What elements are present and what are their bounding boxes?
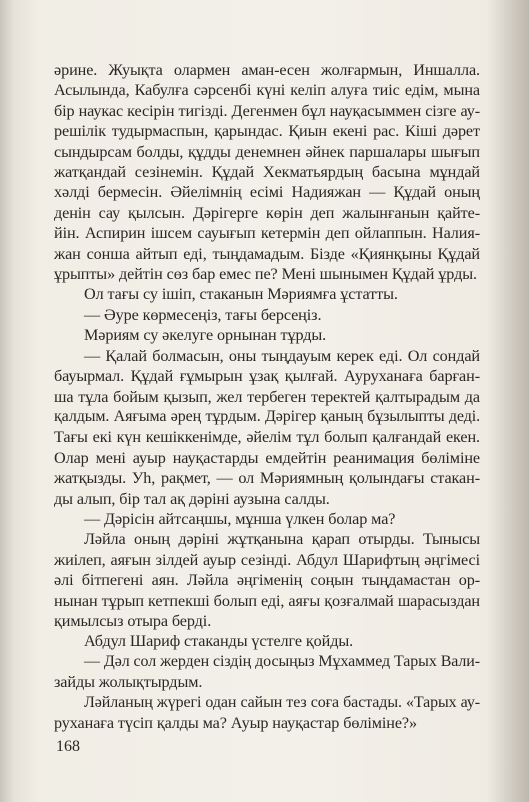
- text-line: қимылсыз отыра берді.: [54, 611, 212, 630]
- text-line: денін сау қылсын. Дәрігерге көрін деп жалынғанын қайте-: [54, 203, 480, 222]
- text-line: жатқызды. Уһ, рақмет, — ол Мәриямның қолындағы стакан-: [54, 469, 480, 488]
- text-line: Ләйланың жүрегі одан сайын тез соға бастады. «Тарых ау-: [84, 693, 480, 711]
- text-line: жан сонша айтып еді, тыңдамадым. Бізде «Қиянқыны Құдай: [54, 244, 480, 263]
- text-line: ұрыпты» дейтін сөз бар емес пе? Мені шынымен Құдай ұрды.: [54, 265, 477, 284]
- text-line: Ләйла оның дәріні жұтқанына қарап отырды. Тынысы: [84, 530, 480, 549]
- text-line: сындырсам болды, құдды денемнен әйнек паршалары шығып: [54, 142, 480, 161]
- page-number: 168: [56, 738, 80, 755]
- text-line: руханаға түсіп қалды ма? Ауыр науқастар бөліміне?»: [54, 714, 418, 732]
- text-line: Олар мені ауыр науқастарды емдейтін реанимация бөліміне: [54, 448, 480, 467]
- text-line: бауырмал. Құдай ғұмырын ұзақ қылғай. Ауруханаға барған-: [54, 367, 480, 386]
- text-line: ша тұла бойым қызып, жел тербеген теректей қалтырадым да: [54, 387, 480, 406]
- text-line: решілік тудырмаспын, қарындас. Қиын екені рас. Кіші дәрет: [54, 122, 480, 141]
- text-line: — Дәл сол жерден сіздің досыңыз Мұхаммед Тарых Вали-: [84, 652, 480, 670]
- text-line: ды алып, бір тал ақ дәріні аузына салды.: [54, 489, 330, 508]
- text-line: — Қалай болмасын, оны тыңдауым керек еді. Ол сондай: [84, 346, 480, 365]
- text-line: әрине. Жуықта олармен аман-есен жолғармын, Иншалла.: [54, 61, 480, 79]
- text-line: нынан тұрып кетпекші болып еді, аяғы қозғалмай шарасыздан: [54, 591, 480, 610]
- text-line: Мәриям су әкелуге орнынан тұрды.: [84, 326, 327, 345]
- text-line: Асылында, Кабулға сәрсенбі күні келіп алуға тиіс едім, мына: [54, 81, 480, 100]
- text-line: Ол тағы су ішіп, стаканын Мәриямға ұстатты.: [84, 285, 398, 304]
- text-line: — Дәрісін айтсаңшы, мұнша үлкен болар ма?: [84, 509, 396, 528]
- body-text: [54, 60, 480, 733]
- text-line: қалдым. Аяғыма әрең тұрдым. Дәрігер қаның бұзылыпты деді.: [54, 407, 480, 425]
- text-line: йін. Аспирин ішсем сауығып кетермін деп ойлаппын. Налия-: [54, 224, 480, 243]
- text-line: жатқандай сезінемін. Құдай Хекматьярдың басына мұндай: [54, 163, 480, 182]
- text-line: жиілеп, аяғын зілдей ауыр сезінді. Абдул Шарифтың әңгімесі: [54, 550, 480, 569]
- text-line: Тағы екі күн кешіккенімде, әйелім тұл болып қалғандай екен.: [54, 428, 480, 447]
- text-line: әлі бітпегені аян. Ләйла әңгіменің соңын тыңдамастан ор-: [54, 571, 480, 590]
- text-line: бір наукас кесірін тигізді. Дегенмен бұл науқасыммен сізге ау-: [54, 101, 480, 120]
- text-line: зайды жолықтырдым.: [54, 673, 203, 692]
- text-line: хәлді бермесін. Әйелімнің есімі Надияжан — Құдай оның: [54, 183, 480, 202]
- text-line: Абдул Шариф стаканды үстелге қойды.: [84, 632, 354, 651]
- text-line: — Әуре көрмесеңіз, тағы берсеңіз.: [84, 305, 322, 324]
